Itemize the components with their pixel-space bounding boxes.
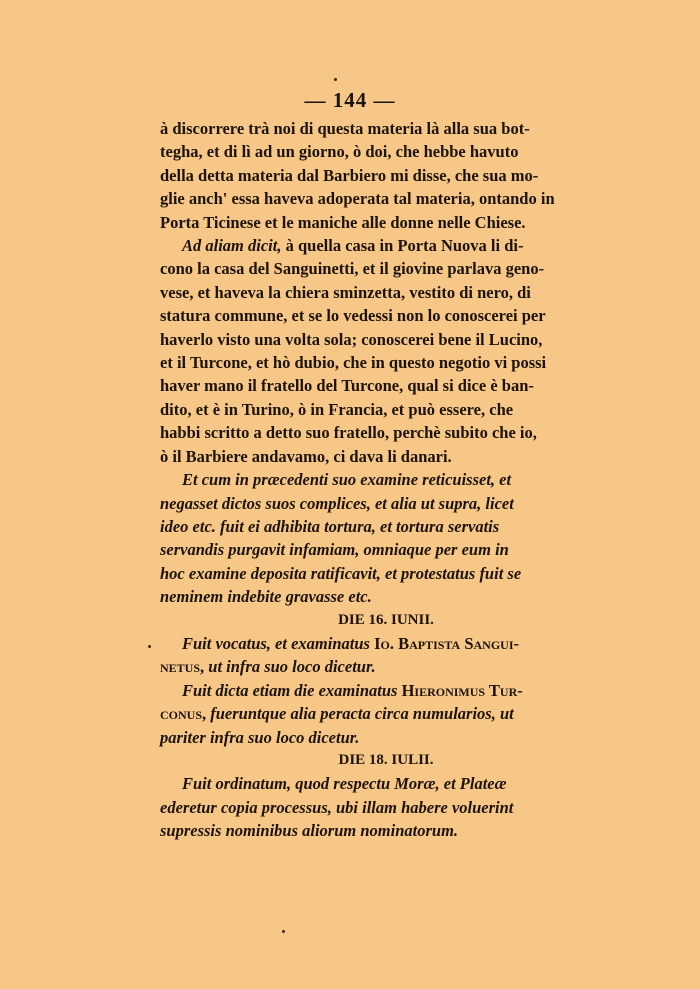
paragraph [160, 234, 612, 468]
text-line: neminem indebite gravasse etc. [160, 587, 372, 607]
text-line: cono la casa del Sanguinetti, et il giovine parlava geno- [160, 259, 545, 279]
ink-speck [334, 78, 337, 81]
text-line: dito, et è in Turino, ò in Francia, et può essere, che [160, 399, 514, 419]
date-heading [160, 749, 612, 772]
text-line: ideo etc. fuit ei adhibita tortura, et tortura servatis [160, 516, 500, 536]
text-run: fueruntque alia peracta circa numularios, ut [210, 704, 514, 724]
paragraph [160, 772, 612, 842]
text-run: conus, [160, 704, 211, 724]
text-line: haver mano il fratello del Turcone, qual si dice è ban- [160, 376, 534, 396]
text-line: ederetur copia processus, ubi illam habere voluerint [160, 797, 514, 817]
text-body [160, 117, 612, 843]
text-line: et il Turcone, et hò dubio, che in questo negotio vi possi [160, 353, 547, 373]
lead-phrase: Ad aliam dicit, [182, 236, 282, 256]
ink-speck [282, 930, 285, 933]
text-line: haverlo visto una volta sola; conoscerei bene il Lucino, [160, 329, 543, 349]
date-line: DIE 16. IUNII. [338, 611, 434, 628]
text-run: ut infra suo loco dicetur. [208, 657, 376, 677]
text-run: Io. Baptista Sangui- [374, 633, 519, 653]
date-heading [160, 609, 612, 632]
text-run: Fuit vocatus, et examinatus [182, 633, 375, 653]
text-line: supressis nominibus aliorum nominatorum. [160, 821, 459, 841]
text-line: della detta materia dal Barbiero mi disse, che sua mo- [160, 165, 539, 185]
date-line: DIE 18. IULII. [338, 751, 434, 768]
text-line: à quella casa in Porta Nuova li di- [281, 236, 524, 256]
text-line: ò il Barbiere andavamo, ci dava li danari. [160, 446, 452, 466]
paragraph [160, 632, 612, 679]
text-line: negasset dictos suos complices, et alia ut supra, licet [160, 493, 514, 513]
text-line: hoc examine deposita ratificavit, et protestatus fuit se [160, 563, 522, 583]
text-run: Hieronimus Tur- [401, 680, 523, 700]
text-line: vese, et haveva la chiera sminzetta, vestito di nero, di [160, 282, 531, 302]
page-number: — 144 — [304, 88, 396, 112]
text-line: Porta Ticinese et le maniche alle donne nelle Chiese. [160, 212, 526, 232]
text-line: à discorrere trà noi di questa materia là alla sua bot- [160, 119, 530, 138]
text-line: tegha, et di lì ad un giorno, ò doi, che hebbe havuto [160, 142, 519, 162]
text-line: servandis purgavit infamiam, omniaque per eum in [160, 540, 509, 560]
text-line: glie anch' essa haveva adoperata tal materia, ontando in [160, 189, 555, 209]
text-run: netus, [160, 657, 209, 677]
text-line: habbi scritto a detto suo fratello, perchè subito che io, [160, 423, 537, 443]
text-run: Fuit dicta etiam die examinatus [182, 680, 402, 700]
paragraph [160, 679, 612, 749]
text-line: Fuit ordinatum, quod respectu Moræ, et Plateæ [182, 774, 507, 794]
paragraph [160, 117, 612, 234]
ink-speck [148, 645, 151, 648]
paragraph [160, 468, 612, 608]
text-line: statura commune, et se lo vedessi non lo conoscerei per [160, 306, 546, 326]
text-line: pariter infra suo loco dicetur. [160, 727, 360, 747]
text-line: Et cum in præcedenti suo examine reticuisset, et [182, 470, 512, 490]
